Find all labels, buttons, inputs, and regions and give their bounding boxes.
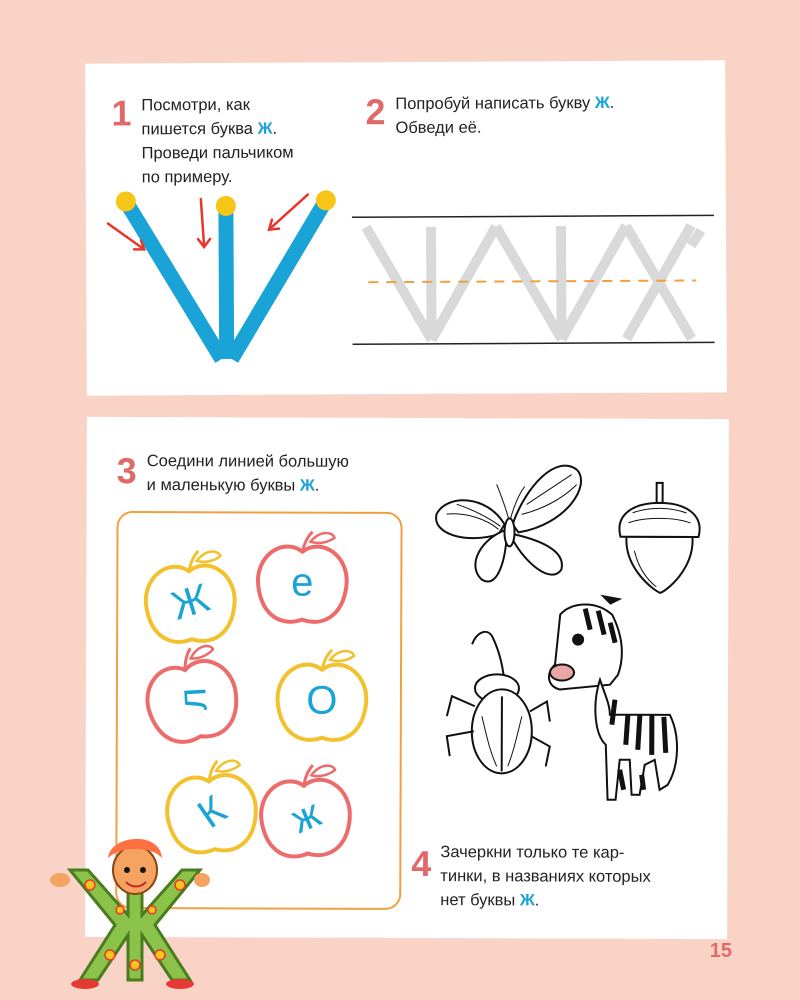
task-2-line-1: Попробуй написать букву Ж. <box>395 93 615 114</box>
tracing-area[interactable] <box>85 60 727 395</box>
zh-mascot-icon <box>40 830 210 990</box>
task-4-text <box>440 840 651 913</box>
apple-1[interactable] <box>144 550 236 644</box>
task-3-line-2: и маленькую буквы Ж. <box>146 476 320 495</box>
task-panel-top <box>85 60 727 395</box>
apple-3[interactable] <box>137 640 244 748</box>
letter-highlight: Ж <box>594 93 610 113</box>
task-1-line-4: по примеру. <box>141 167 233 187</box>
acorn-icon[interactable] <box>614 479 704 599</box>
task-2-number: 2 <box>365 91 386 133</box>
letter-highlight: Ж <box>519 891 535 910</box>
task-1-line-1: Посмотри, как <box>141 95 250 115</box>
apple-letter: Ж <box>166 575 215 629</box>
letter-highlight: Ж <box>299 476 315 495</box>
task-4-number: 4 <box>411 843 432 885</box>
beetle-icon[interactable] <box>442 626 553 786</box>
apple-letter: О <box>306 678 338 723</box>
page-number: 15 <box>709 940 732 962</box>
task-3-line-1: Соедини линией большую <box>146 452 349 471</box>
task-1-line-3: Проведи пальчиком <box>141 143 294 163</box>
task-2-line-2: Обведи её. <box>395 118 482 138</box>
zebra-icon[interactable] <box>540 594 691 815</box>
apple-letter: ж <box>284 791 327 843</box>
butterfly-icon[interactable] <box>426 454 586 595</box>
apple-6[interactable] <box>258 763 352 858</box>
apple-letter: е <box>291 560 314 605</box>
apple-letter: К <box>189 787 235 837</box>
task-4-line-3: нет буквы Ж. <box>440 891 540 910</box>
task-1-number: 1 <box>111 92 132 134</box>
apple-4[interactable] <box>277 650 366 740</box>
task-4-line-1: Зачеркни только те кар- <box>440 843 625 862</box>
letter-highlight: Ж <box>257 119 273 138</box>
task-3-text <box>147 449 349 498</box>
task-4-line-2: тинки, в названиях которых <box>440 867 651 886</box>
apple-letter: л <box>170 686 216 713</box>
task-3-number: 3 <box>116 449 137 492</box>
apple-2[interactable] <box>258 531 347 621</box>
task-1-line-2: пишется буква Ж. <box>141 119 278 139</box>
